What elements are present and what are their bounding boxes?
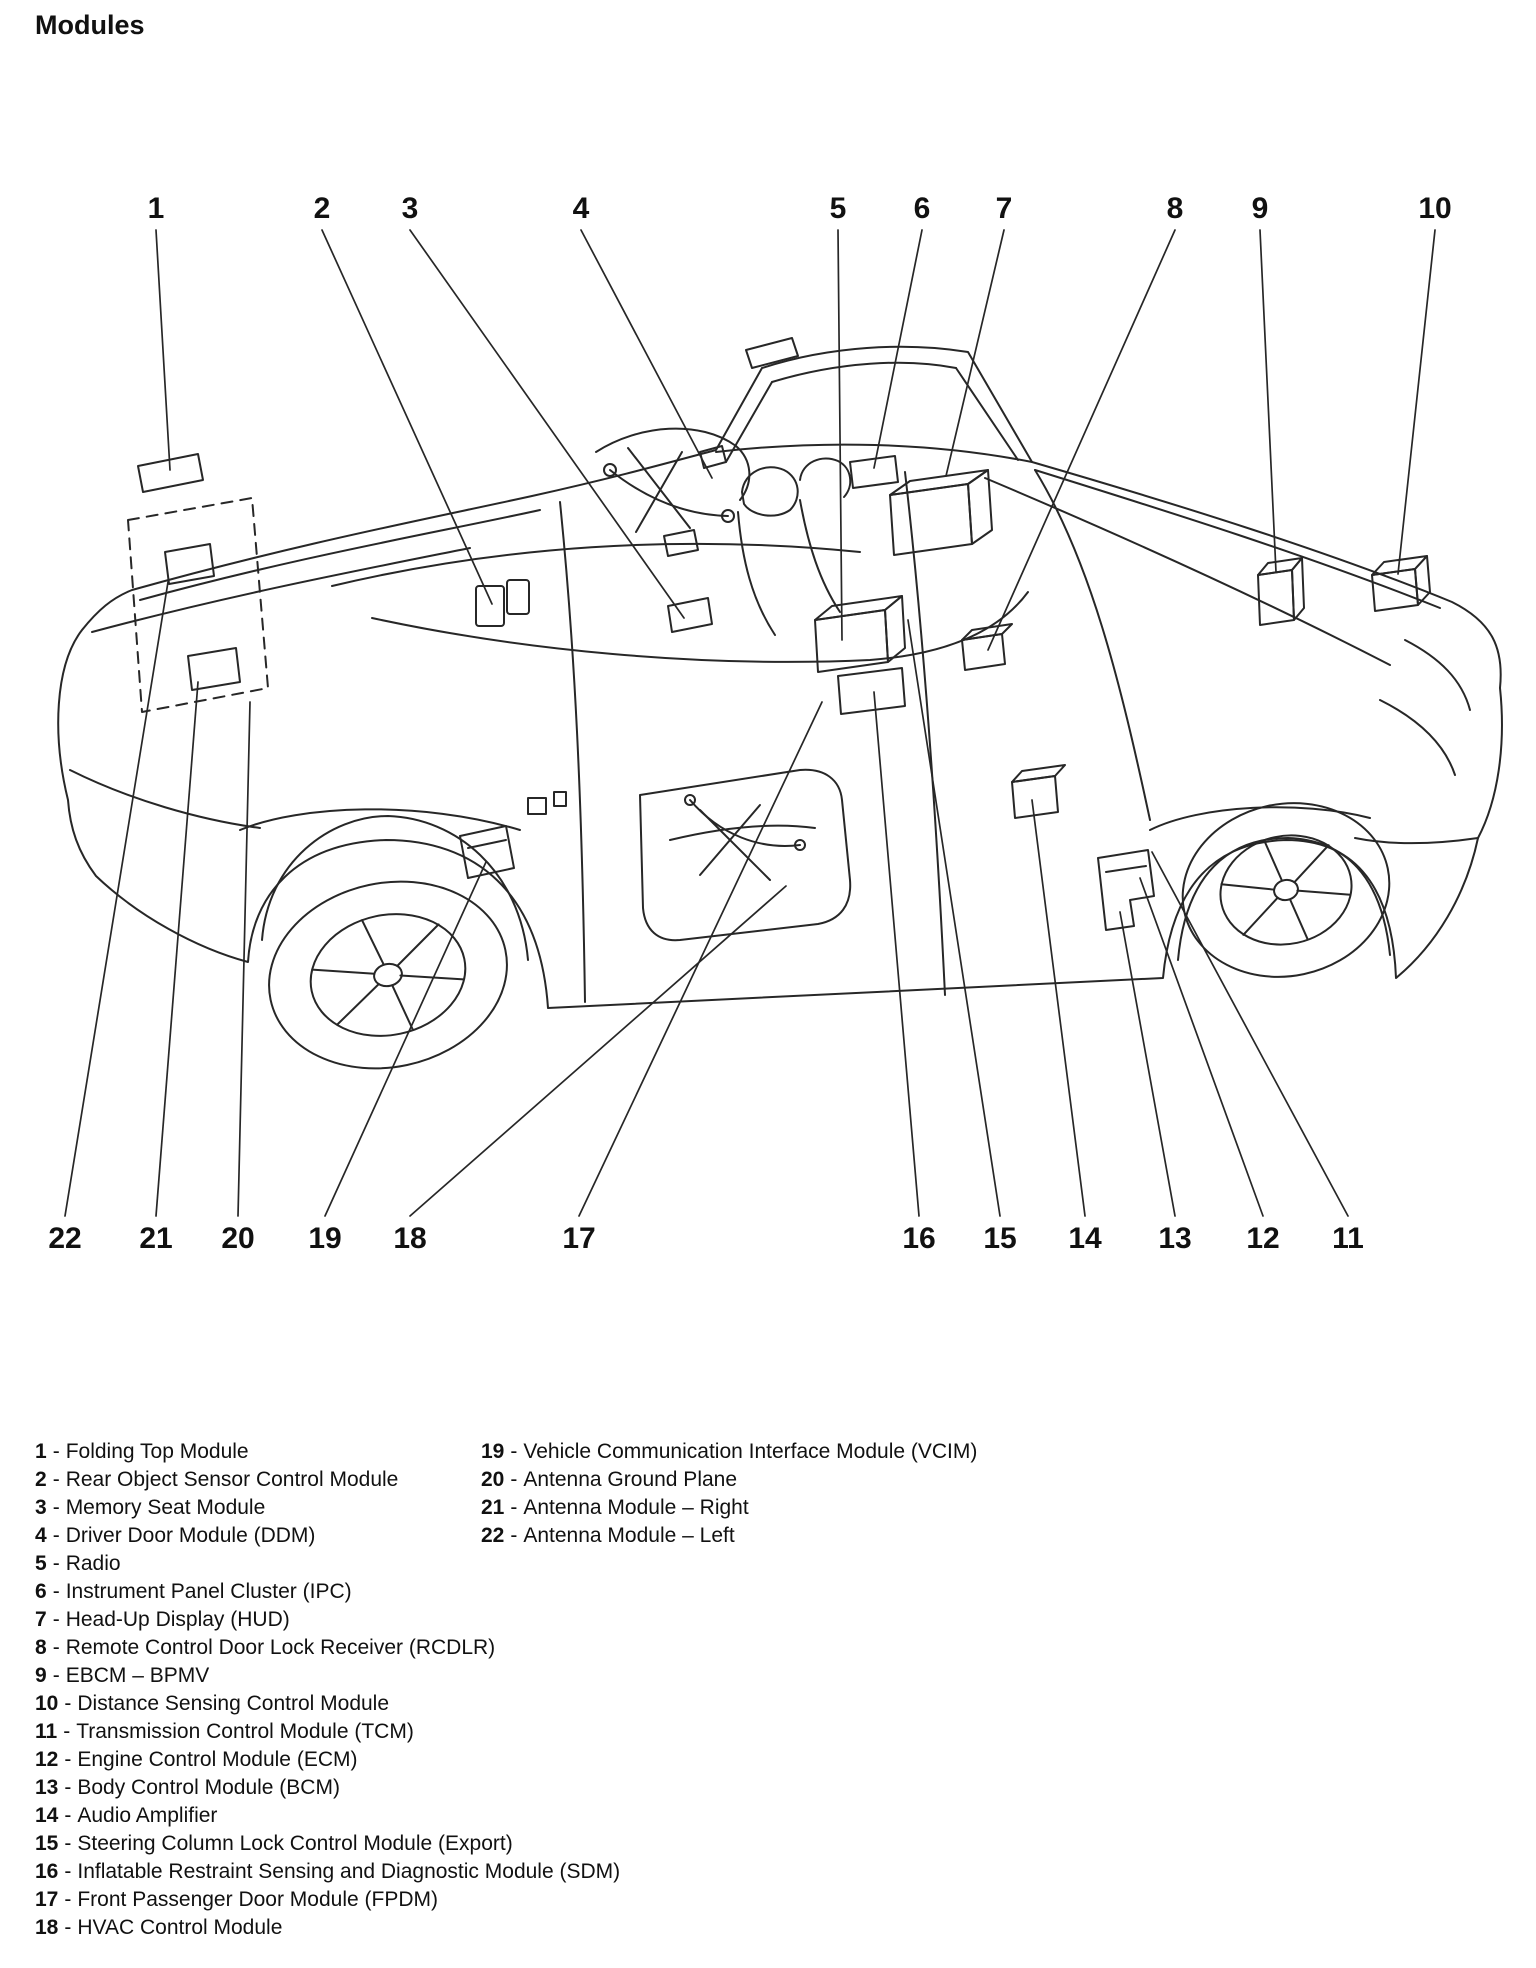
- callout-18: 18: [393, 1222, 427, 1255]
- cockpit-sill-upper: [332, 544, 860, 586]
- rear-fascia-line: [70, 770, 260, 828]
- leader-line-22: [65, 582, 168, 1216]
- legend-item-number: 19: [481, 1440, 505, 1463]
- hud-side-face: [968, 470, 992, 544]
- legend-item-separator: -: [510, 1440, 518, 1463]
- front-wheel-arch: [1178, 838, 1390, 960]
- ebcm-side-face: [1292, 558, 1304, 620]
- ebcm-front-face: [1258, 570, 1294, 625]
- legend-item-label: Folding Top Module: [65, 1440, 249, 1463]
- callout-17: 17: [562, 1222, 596, 1255]
- legend-item-separator: -: [52, 1496, 60, 1519]
- legend-item-17: [35, 1886, 620, 1914]
- legend-item-number: 20: [481, 1468, 505, 1491]
- callout-3: 3: [401, 192, 419, 225]
- legend-item-separator: -: [64, 1860, 72, 1883]
- antenna-module-right-shape: [188, 648, 240, 690]
- legend-item-label: Instrument Panel Cluster (IPC): [65, 1580, 352, 1603]
- legend-item-label: Body Control Module (BCM): [77, 1776, 340, 1799]
- seat-headrest-1: [742, 467, 798, 515]
- legend-item-separator: -: [64, 1916, 72, 1939]
- hood-crease: [985, 478, 1390, 665]
- callout-2: 2: [313, 192, 331, 225]
- page-title: Modules: [35, 10, 145, 40]
- legend-item-number: 21: [481, 1496, 505, 1519]
- legend-item-label: Antenna Ground Plane: [523, 1468, 738, 1491]
- leader-line-11: [1152, 852, 1348, 1216]
- leader-line-5: [838, 230, 842, 640]
- rear-wheel: [251, 860, 524, 1090]
- door-glass-outline: [596, 429, 749, 500]
- hood-inner-line: [1035, 470, 1440, 608]
- legend-item-21: [481, 1494, 977, 1522]
- ipc-shape: [850, 456, 898, 488]
- legend-item-18: [35, 1914, 620, 1942]
- callout-8: 8: [1166, 192, 1184, 225]
- callout-4: 4: [572, 192, 590, 225]
- legend-item-label: Steering Column Lock Control Module (Export): [77, 1832, 513, 1855]
- legend-item-7: [35, 1606, 620, 1634]
- rear-object-sensor-shape-2: [507, 580, 529, 614]
- legend-item-label: Remote Control Door Lock Receiver (RCDLR): [65, 1636, 496, 1659]
- audio-amp-top-face: [1012, 765, 1065, 782]
- rear-deck-line: [92, 548, 470, 632]
- legend-item-label: Rear Object Sensor Control Module: [65, 1468, 399, 1491]
- sdm-shape: [838, 668, 905, 714]
- rear-object-sensor-shape: [476, 586, 504, 626]
- legend-item-separator: -: [510, 1468, 518, 1491]
- windshield-inner-right: [956, 368, 1018, 460]
- legend-item-label: Driver Door Module (DDM): [65, 1524, 316, 1547]
- legend-item-number: 7: [35, 1608, 47, 1631]
- rear-fender-top: [240, 809, 520, 830]
- windshield-inner-header: [772, 363, 956, 382]
- headlamp-line-2: [1380, 700, 1455, 775]
- legend-item-19: [481, 1438, 977, 1466]
- callout-14: 14: [1068, 1222, 1102, 1255]
- legend-item-separator: -: [52, 1608, 60, 1631]
- legend-item-label: Memory Seat Module: [65, 1496, 266, 1519]
- audio-amp-front-face: [1012, 776, 1058, 818]
- legend-item-separator: -: [64, 1748, 72, 1771]
- ecm-bracket-inner-line: [1106, 866, 1146, 872]
- legend-item-separator: -: [510, 1524, 518, 1547]
- leader-lines: [65, 230, 1435, 1216]
- legend-item-label: Engine Control Module (ECM): [77, 1748, 358, 1771]
- front-wheel: [1166, 784, 1405, 995]
- leader-line-1: [156, 230, 170, 470]
- callout-11: 11: [1332, 1222, 1364, 1255]
- legend-item-number: 1: [35, 1440, 47, 1463]
- legend-item-separator: -: [64, 1804, 72, 1827]
- legend-item-label: Head-Up Display (HUD): [65, 1608, 290, 1631]
- seat-headrest-2: [800, 458, 850, 497]
- legend-item-separator: -: [64, 1776, 72, 1799]
- callout-10: 10: [1418, 192, 1452, 225]
- legend-item-separator: -: [64, 1888, 72, 1911]
- legend-item-number: 15: [35, 1832, 59, 1855]
- door-regulator-arm-1: [700, 810, 770, 880]
- memory-seat-module-shape: [668, 598, 712, 632]
- legend-item-number: 17: [35, 1888, 59, 1911]
- legend-item-6: [35, 1578, 620, 1606]
- leader-line-8: [988, 230, 1175, 650]
- legend-item-label: Antenna Module – Right: [523, 1496, 749, 1519]
- legend-item-number: 6: [35, 1580, 47, 1603]
- legend-item-14: [35, 1802, 620, 1830]
- legend-item-separator: -: [52, 1468, 60, 1491]
- legend-item-number: 22: [481, 1524, 505, 1547]
- legend-item-label: Antenna Module – Left: [523, 1524, 735, 1547]
- car-line-art: [58, 338, 1502, 1090]
- legend-item-separator: -: [52, 1664, 60, 1687]
- callout-15: 15: [983, 1222, 1017, 1255]
- leader-line-10: [1398, 230, 1435, 574]
- legend-item-12: [35, 1746, 620, 1774]
- callout-19: 19: [308, 1222, 342, 1255]
- legend-item-8: [35, 1634, 620, 1662]
- legend-item-separator: -: [52, 1440, 60, 1463]
- legend-item-label: Transmission Control Module (TCM): [76, 1720, 414, 1743]
- leader-line-21: [156, 682, 198, 1216]
- legend-item-number: 10: [35, 1692, 59, 1715]
- legend-item-number: 13: [35, 1776, 59, 1799]
- leader-line-2: [322, 230, 492, 604]
- legend-item-label: Radio: [65, 1552, 121, 1575]
- legend-item-number: 5: [35, 1552, 47, 1575]
- callout-22: 22: [48, 1222, 82, 1255]
- callout-5: 5: [829, 192, 847, 225]
- legend-item-label: HVAC Control Module: [77, 1916, 283, 1939]
- callout-numbers: [48, 192, 1451, 1255]
- callout-12: 12: [1246, 1222, 1280, 1255]
- legend-item-separator: -: [52, 1524, 60, 1547]
- ecm-bracket-shape: [1098, 850, 1154, 930]
- legend-item-number: 14: [35, 1804, 59, 1827]
- radio-side-face: [885, 596, 905, 662]
- legend-item-number: 18: [35, 1916, 59, 1939]
- regulator-cable: [610, 470, 728, 516]
- leader-line-17: [579, 702, 822, 1216]
- folding-top-module-shape: [138, 454, 203, 492]
- legend-item-number: 16: [35, 1860, 59, 1883]
- legend-item-label: Vehicle Communication Interface Module (VCIM): [523, 1440, 978, 1463]
- distance-sensing-side-face: [1415, 556, 1430, 605]
- legend-item-13: [35, 1774, 620, 1802]
- leader-line-13: [1120, 912, 1175, 1216]
- legend-item-16: [35, 1858, 620, 1886]
- vcim-inner-line: [468, 840, 506, 848]
- legend-item-9: [35, 1662, 620, 1690]
- legend-item-label: Inflatable Restraint Sensing and Diagnostic Module (SDM): [77, 1860, 621, 1883]
- door-seam-rear: [560, 502, 585, 1002]
- leader-line-15: [908, 620, 1000, 1216]
- legend-item-22: [481, 1522, 977, 1550]
- leader-line-7: [946, 230, 1004, 476]
- legend-item-separator: -: [64, 1692, 72, 1715]
- windshield-inner-left: [726, 382, 772, 462]
- legend-item-number: 3: [35, 1496, 47, 1519]
- legend-item-20: [481, 1466, 977, 1494]
- leader-line-18: [410, 886, 786, 1216]
- legend-item-5: [35, 1550, 620, 1578]
- legend-item-label: EBCM – BPMV: [65, 1664, 210, 1687]
- callout-20: 20: [221, 1222, 255, 1255]
- visor-shape: [746, 338, 798, 368]
- legend-item-number: 8: [35, 1636, 47, 1659]
- legend-item-label: Distance Sensing Control Module: [77, 1692, 390, 1715]
- legend-item-separator: -: [64, 1832, 72, 1855]
- legend-item-number: 9: [35, 1664, 47, 1687]
- rear-wheel-arch: [262, 816, 528, 960]
- callout-16: 16: [902, 1222, 936, 1255]
- legend-item-separator: -: [52, 1580, 60, 1603]
- legend-item-separator: -: [63, 1720, 71, 1743]
- leader-line-16: [874, 692, 919, 1216]
- callout-7: 7: [995, 192, 1013, 225]
- callout-21: 21: [139, 1222, 173, 1255]
- legend-item-label: Front Passenger Door Module (FPDM): [77, 1888, 438, 1911]
- floor-clip-2: [554, 792, 566, 806]
- mirror-shape: [700, 446, 726, 468]
- floor-clip-1: [528, 798, 546, 814]
- callout-13: 13: [1158, 1222, 1192, 1255]
- legend-item-number: 12: [35, 1748, 59, 1771]
- seat-back-1: [738, 512, 775, 635]
- callout-9: 9: [1251, 192, 1269, 225]
- callout-1: 1: [147, 192, 165, 225]
- seat-back-2: [800, 500, 840, 612]
- hud-front-face: [890, 484, 972, 555]
- legend-item-15: [35, 1830, 620, 1858]
- leader-line-3: [410, 230, 684, 618]
- legend-item-10: [35, 1690, 620, 1718]
- legend-item-number: 2: [35, 1468, 47, 1491]
- legend-right-column: [481, 1438, 977, 1550]
- legend-item-separator: -: [52, 1636, 60, 1659]
- headlamp-line-1: [1405, 640, 1470, 710]
- callout-6: 6: [913, 192, 931, 225]
- legend-item-separator: -: [510, 1496, 518, 1519]
- legend-item-11: [35, 1718, 620, 1746]
- leader-line-6: [874, 230, 922, 468]
- leader-line-4: [581, 230, 712, 478]
- legend-item-number: 11: [35, 1720, 58, 1743]
- leader-line-14: [1032, 800, 1085, 1216]
- legend-item-label: Audio Amplifier: [77, 1804, 218, 1827]
- leader-line-12: [1140, 878, 1263, 1216]
- leader-line-9: [1260, 230, 1276, 572]
- legend-item-number: 4: [35, 1524, 47, 1547]
- legend-item-separator: -: [52, 1552, 60, 1575]
